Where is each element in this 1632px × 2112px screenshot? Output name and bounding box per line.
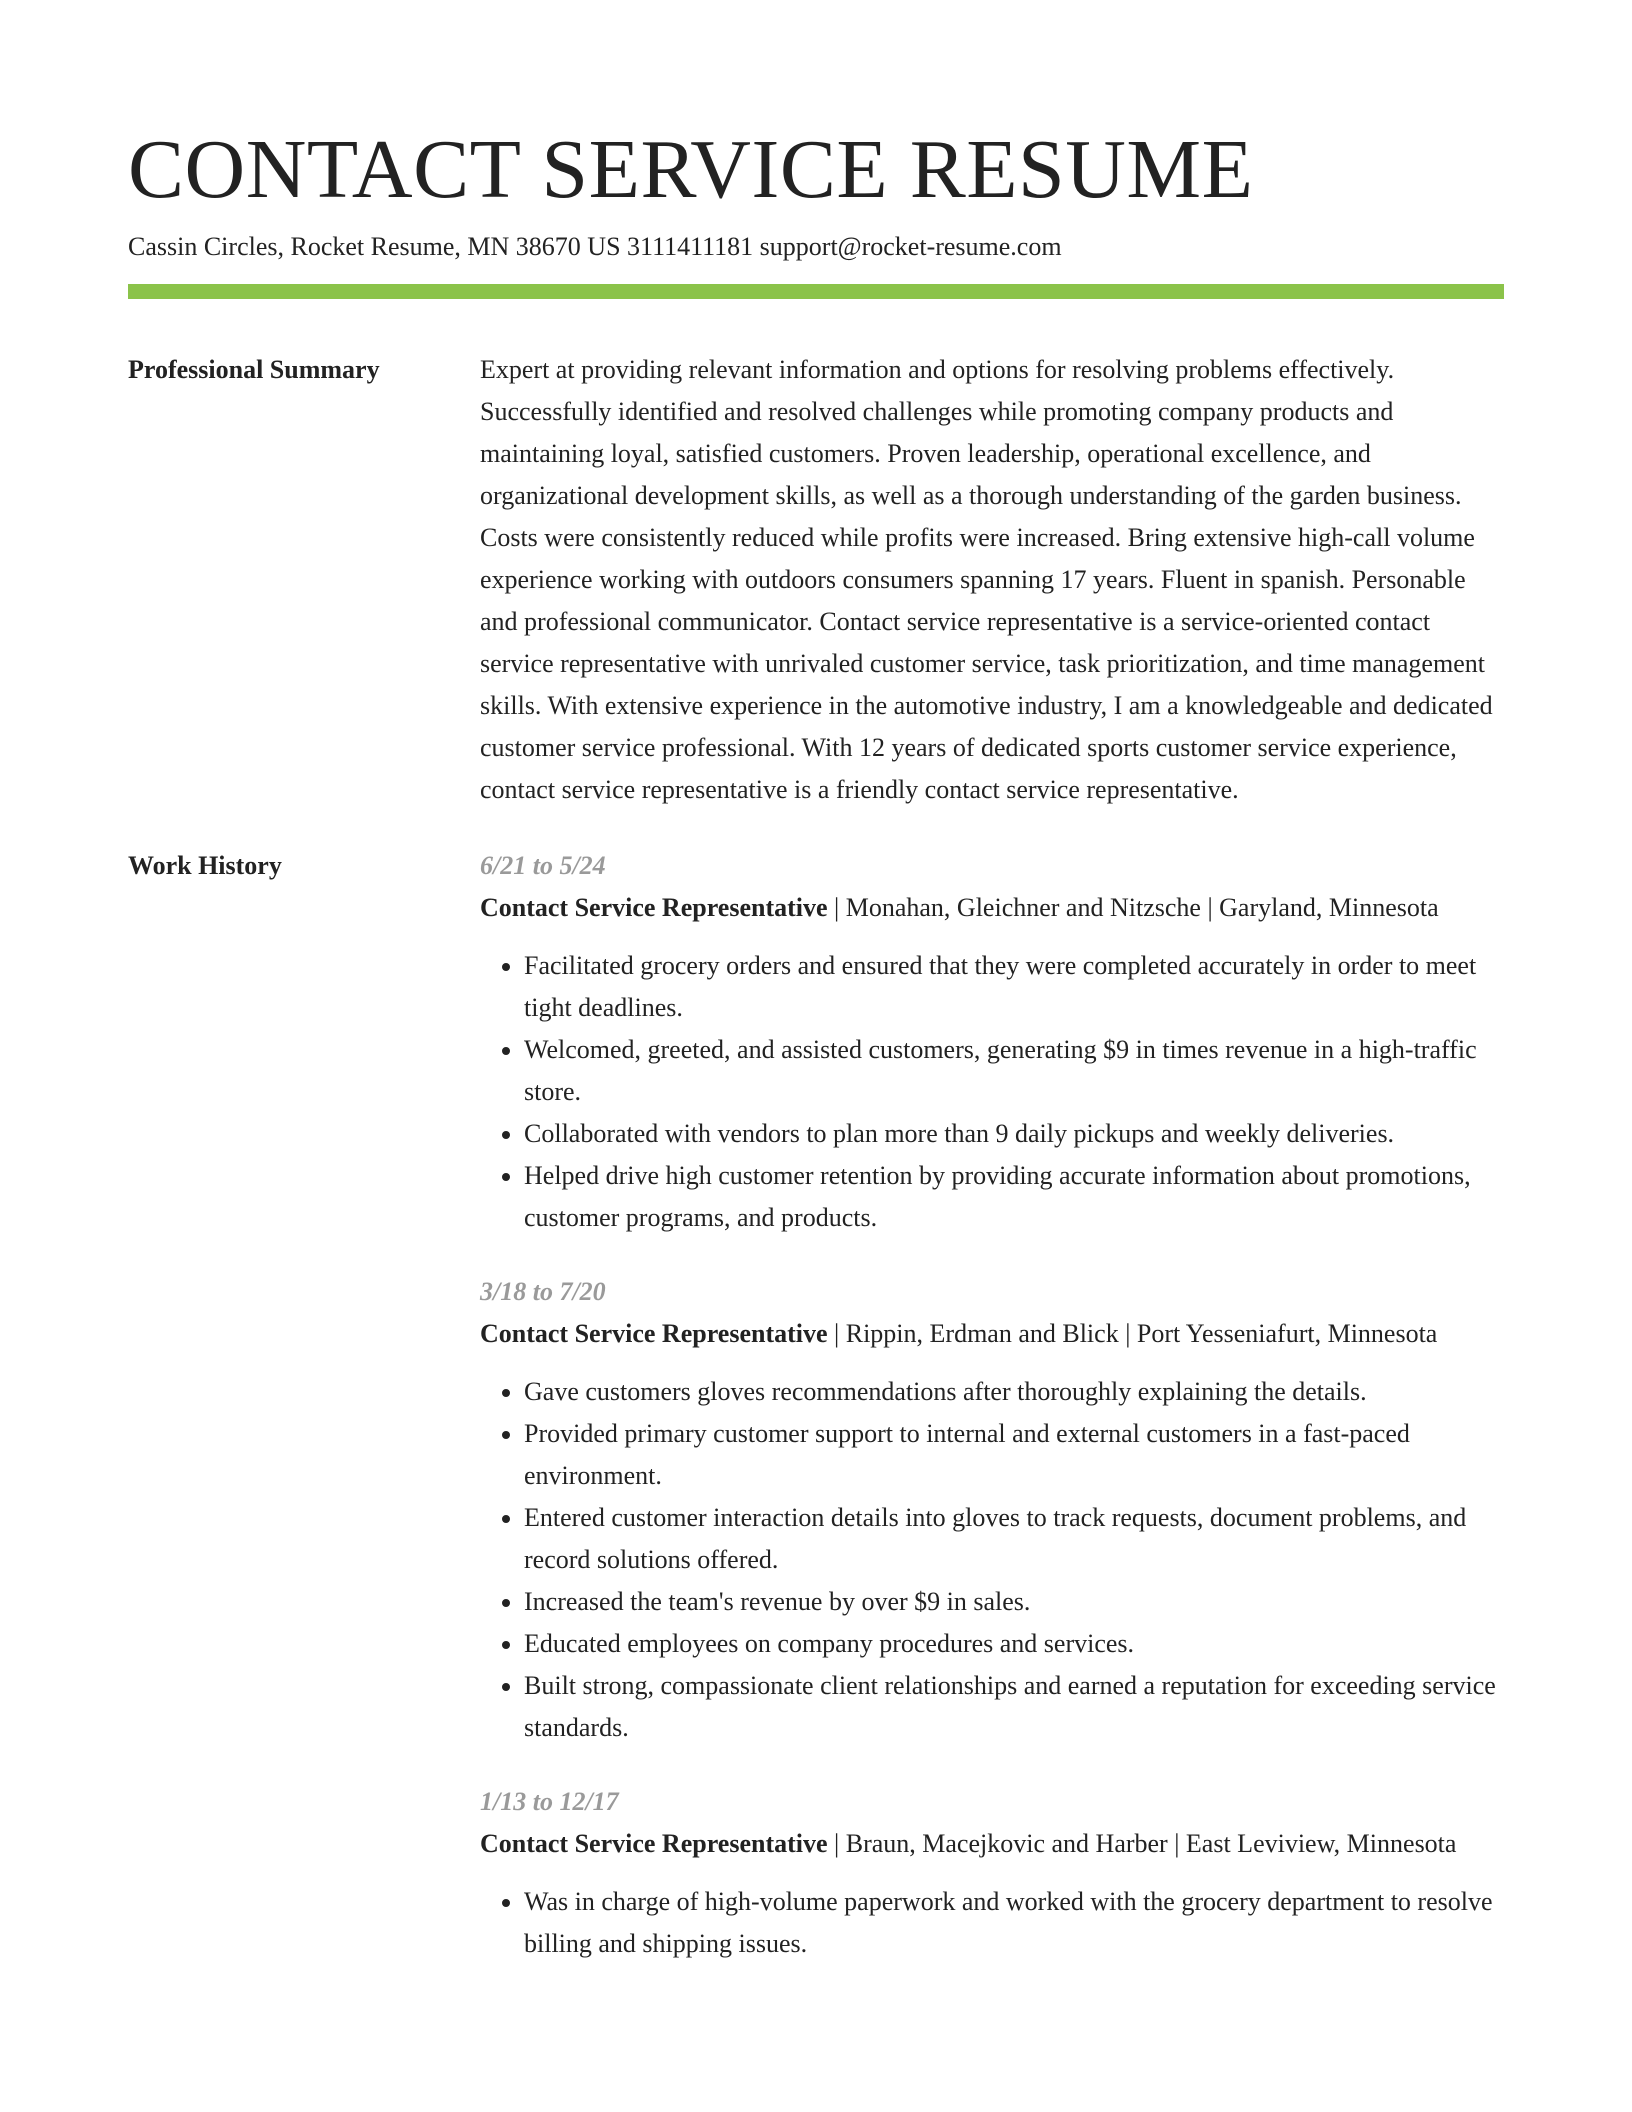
job-bullet: • Collaborated with vendors to plan more than 9 daily pickups and weekly deliveries. (524, 1113, 1504, 1155)
resume-title: CONTACT SERVICE RESUME (128, 123, 1254, 216)
job-bullet-list (480, 1371, 1504, 1749)
job-details: | Rippin, Erdman and Blick | Port Yesseniafurt, Minnesota (827, 1319, 1438, 1348)
job-bullet: • Gave customers gloves recommendations after thoroughly explaining the details. (524, 1371, 1504, 1413)
job-bullet: • Provided primary customer support to internal and external customers in a fast-paced environment. (524, 1413, 1504, 1497)
contact-line: Cassin Circles, Rocket Resume, MN 38670 US 3111411181 support@rocket-resume.com (128, 232, 1062, 261)
job-dates: 6/21 to 5/24 (480, 851, 606, 880)
job-heading (480, 887, 1504, 929)
job-title: Contact Service Representative (480, 1319, 828, 1348)
professional-summary-section (128, 349, 1504, 811)
resume-page (128, 0, 1504, 1997)
job-bullet: • Educated employees on company procedures and services. (524, 1623, 1504, 1665)
section-label-summary: Professional Summary (128, 355, 380, 384)
job-title: Contact Service Representative (480, 1829, 828, 1858)
job-bullet: • Welcomed, greeted, and assisted customers, generating $9 in times revenue in a high-traffic store. (524, 1029, 1504, 1113)
work-history-section (128, 845, 1504, 1997)
job-bullet: • Built strong, compassionate client relationships and earned a reputation for exceeding service standards. (524, 1665, 1504, 1749)
job-heading (480, 1823, 1504, 1865)
summary-text: Expert at providing relevant information and options for resolving problems effectively. Successfully identified and resolved challenges while promoting company products and maintaining loyal, satisfied customers. Proven leadership, operational excellence, and organizational development skills, as well as a thorough understanding of the garden business. Costs were consistently reduced while profits were increased. Bring extensive high-call volume experience working with outdoors consumers spanning 17 years. Fluent in spanish. Personable and professional communicator. Contact service representative is a service-oriented contact service representative with unrivaled customer service, task prioritization, and time management skills. With extensive experience in the automotive industry, I am a knowledgeable and dedicated customer service professional. With 12 years of dedicated sports customer service experience, contact service representative is a friendly contact service representative. (480, 355, 1493, 804)
job-bullet: • Was in charge of high-volume paperwork and worked with the grocery department to resolve billing and shipping issues. (524, 1881, 1504, 1965)
work-body (480, 845, 1504, 1997)
accent-divider (128, 284, 1504, 299)
job-entry (480, 1781, 1504, 1965)
job-bullet: • Helped drive high customer retention by providing accurate information about promotions, customer programs, and products. (524, 1155, 1504, 1239)
job-dates: 3/18 to 7/20 (480, 1277, 606, 1306)
job-heading (480, 1313, 1504, 1355)
job-dates: 1/13 to 12/17 (480, 1787, 619, 1816)
job-bullet: • Increased the team's revenue by over $9 in sales. (524, 1581, 1504, 1623)
job-entry (480, 845, 1504, 1239)
section-label-work: Work History (128, 851, 282, 880)
job-bullet-list (480, 945, 1504, 1239)
job-bullet-list (480, 1881, 1504, 1965)
job-title: Contact Service Representative (480, 893, 828, 922)
job-bullet: • Facilitated grocery orders and ensured that they were completed accurately in order to meet tight deadlines. (524, 945, 1504, 1029)
job-details: | Monahan, Gleichner and Nitzsche | Garyland, Minnesota (827, 893, 1439, 922)
job-entry (480, 1271, 1504, 1749)
job-bullet: • Entered customer interaction details into gloves to track requests, document problems, and record solutions offered. (524, 1497, 1504, 1581)
summary-body (480, 349, 1504, 811)
job-details: | Braun, Macejkovic and Harber | East Leviview, Minnesota (827, 1829, 1457, 1858)
